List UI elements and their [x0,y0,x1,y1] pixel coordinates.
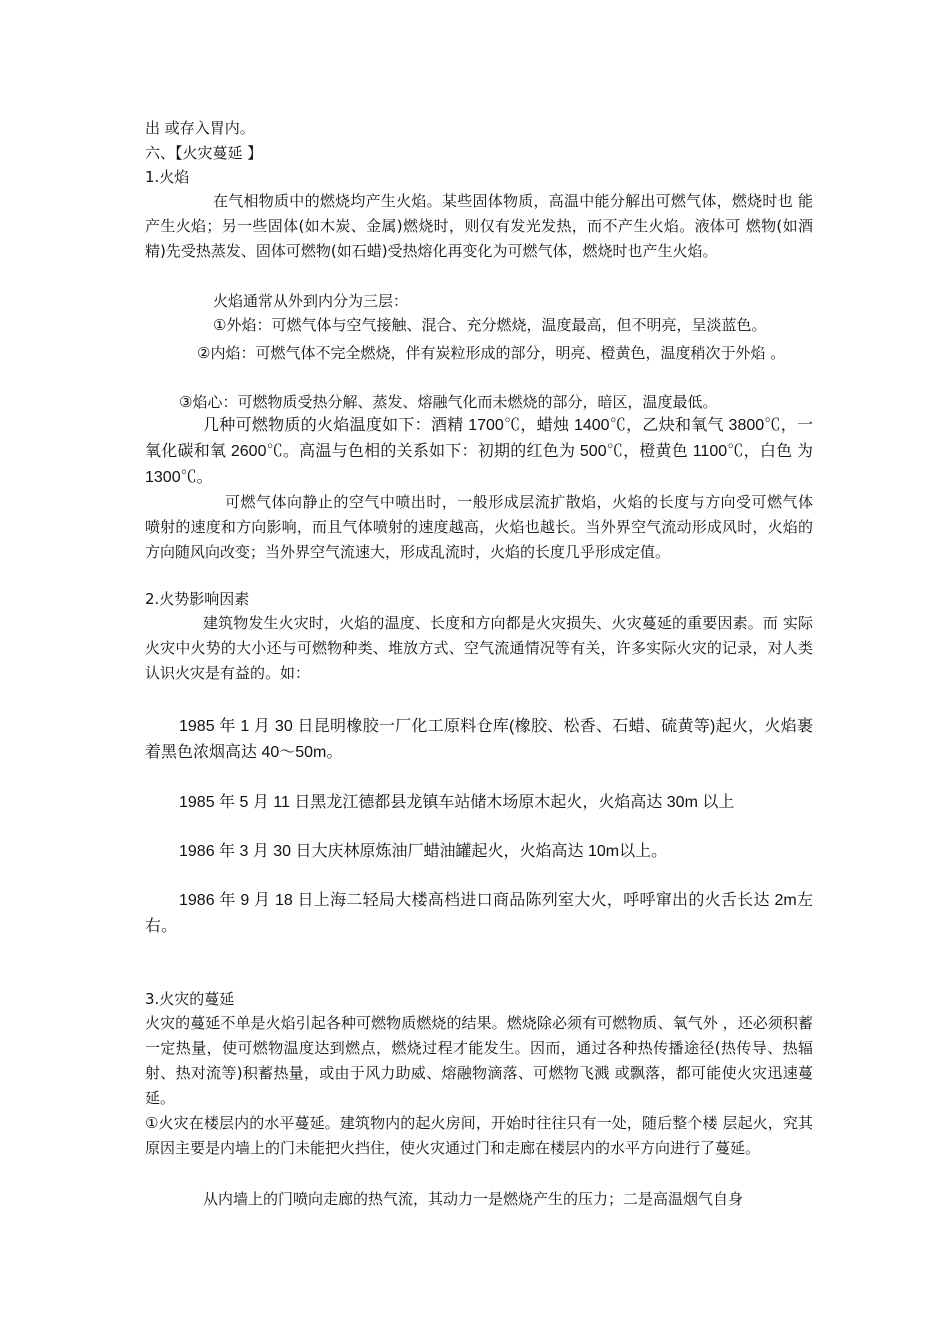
paragraph-fire-factors: 建筑物发生火灾时，火焰的温度、长度和方向都是火灾损失、火灾蔓延的重要因素。而 实际火灾中火势的大小还与可燃物种类、堆放方式、空气流通情况等有关，许多实际火灾的记录，对人类认识火灾是有益的。如： [145,614,813,682]
paragraph-hot-gas-flow: 从内墙上的门喷向走廊的热气流，其动力一是燃烧产生的压力；二是高温烟气自身 [203,1190,744,1208]
paragraph-fire-spread: 火灾的蔓延不单是火焰引起各种可燃物质燃烧的结果。燃烧除必须有可燃物质、氧气外 ，还必须积蓄一定热量，使可燃物温度达到燃点，燃烧过程才能发生。因而，通过各种热传播途径(热传导、热辐射、热对流等)积蓄热量，或由于风力助威、熔融物滴落、可燃物飞溅 或飘落，都可能使火灾迅速蔓延。 [145,1014,813,1107]
record-1985-kunming: 1985 年 1 月 30 日昆明橡胶一厂化工原料仓库(橡胶、松香、石蜡、硫黄等)起火，火焰裹着黑色浓烟高达 40～50m。 [145,718,813,761]
paragraph-flame-temperatures: 几种可燃物质的火焰温度如下：酒精 1700℃，蜡烛 1400℃，乙炔和氧气 3800℃，一氧化碳和氧 2600℃。高温与色相的关系如下：初期的红色为 500℃，橙黄色 1100℃，白色 为 1300℃。 [145,417,813,486]
continuation-line: 出 或存入胃内。 [145,119,255,137]
paragraph-inner-flame: ②内焰：可燃气体不完全燃烧，伴有炭粒形成的部分，明亮、橙黄色，温度稍次于外焰 。 [197,344,786,362]
paragraph-flame-intro: 在气相物质中的燃烧均产生火焰。某些固体物质，高温中能分解出可燃气体，燃烧时也 能产生火焰；另一些固体(如木炭、金属)燃烧时，则仅有发光发热，而不产生火焰。液体可 燃物(如酒精)先受热蒸发、固体可燃物(如石蜡)受热熔化再变化为可燃气体，燃烧时也产生火焰。 [145,192,813,260]
heading-fire-factors: 2.火势影响因素 [145,590,250,608]
paragraph-horizontal-spread: ①火灾在楼层内的水平蔓延。建筑物内的起火房间，开始时往往只有一处，随后整个楼 层起火，究其原因主要是内墙上的门未能把火挡住，使火灾通过门和走廊在楼层内的水平方向进行了蔓延。 [145,1114,813,1157]
section-title: 六、【火灾蔓延 】 [145,144,263,162]
paragraph-outer-flame: ①外焰：可燃气体与空气接触、混合、充分燃烧，温度最高，但不明亮，呈淡蓝色。 [213,316,767,334]
record-1986-daqing: 1986 年 3 月 30 日大庆林原炼油厂蜡油罐起火，火焰高达 10m以上。 [179,843,668,860]
paragraph-flame-core: ③焰心：可燃物质受热分解、蒸发、熔融气化而未燃烧的部分，暗区，温度最低。 [179,393,718,411]
record-1985-heilongjiang: 1985 年 5 月 11 日黑龙江德都县龙镇车站储木场原木起火，火焰高达 30m 以上 [179,794,735,811]
record-1986-shanghai: 1986 年 9 月 18 日上海二轻局大楼高档进口商品陈列室大火，呼呼窜出的火舌长达 2m左右。 [145,892,813,935]
paragraph-flame-layers: 火焰通常从外到内分为三层： [213,292,409,310]
heading-fire-spread: 3.火灾的蔓延 [145,990,235,1008]
paragraph-flame-direction: 可燃气体向静止的空气中喷出时，一般形成层流扩散焰，火焰的长度与方向受可燃气体 喷射的速度和方向影响，而且气体喷射的速度越高，火焰也越长。当外界空气流动形成风时，火焰的方向随风向改变；当外界空气流速大，形成乱流时，火焰的长度几乎形成定值。 [145,493,813,561]
heading-flame: 1.火焰 [145,168,190,186]
